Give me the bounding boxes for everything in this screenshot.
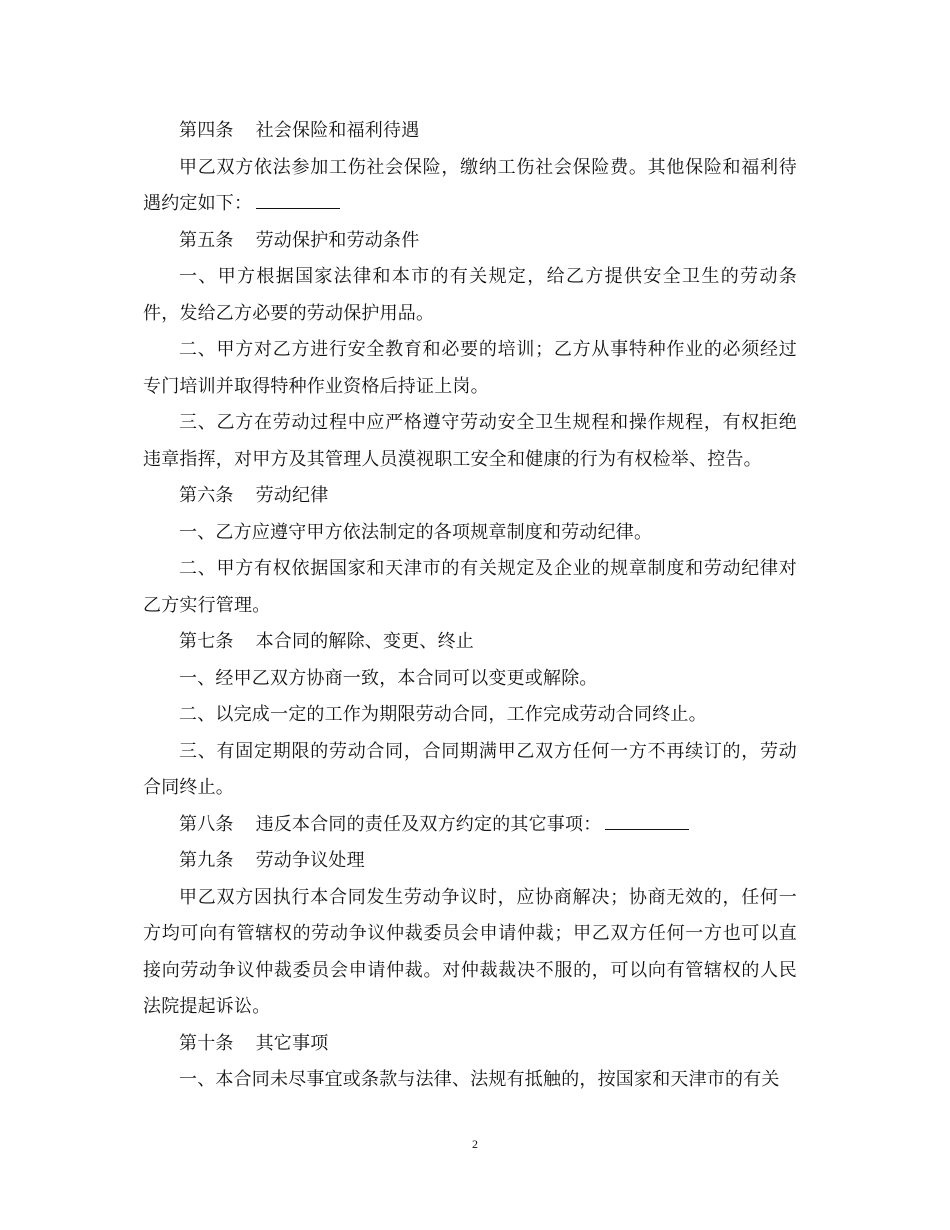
fill-in-blank (605, 828, 689, 830)
article-heading (143, 624, 797, 661)
article-title: 违反本合同的责任及双方约定的其它事项： (255, 813, 602, 835)
clause-paragraph (143, 332, 797, 405)
article-number: 第七条 (179, 631, 234, 652)
article-title: 劳动纪律 (255, 485, 329, 506)
article-title: 其它事项 (255, 1032, 329, 1054)
clause-paragraph (143, 734, 797, 807)
article-number: 第九条 (179, 850, 234, 871)
article-title: 社会保险和福利待遇 (255, 120, 420, 141)
article-heading (143, 113, 797, 150)
article-title: 劳动保护和劳动条件 (255, 229, 420, 251)
article-title: 本合同的解除、变更、终止 (255, 631, 475, 652)
article-number: 第十条 (179, 1032, 234, 1054)
fill-in-blank (256, 207, 340, 209)
clause-text: 三、乙方在劳动过程中应严格遵守劳动安全卫生规程和操作规程，有权拒绝违章指挥，对甲方及其管理人员漠视职工安全和健康的行为有权检举、控告。 (143, 412, 797, 470)
article-heading (143, 843, 797, 880)
clause-text: 甲乙双方依法参加工伤社会保险，缴纳工伤社会保险费。其他保险和福利待遇约定如下： (143, 156, 797, 214)
article-title: 劳动争议处理 (255, 850, 365, 871)
clause-paragraph (143, 661, 797, 698)
clause-paragraph (143, 515, 797, 552)
clause-text: 一、本合同未尽事宜或条款与法律、法规有抵触的，按国家和天津市的有关 (179, 1069, 780, 1090)
article-number: 第五条 (179, 229, 234, 251)
page-number: 2 (472, 1137, 478, 1151)
clause-paragraph (143, 259, 797, 332)
article-heading (143, 1026, 797, 1063)
clause-text: 二、以完成一定的工作为期限劳动合同，工作完成劳动合同终止。 (179, 704, 707, 725)
clause-text: 甲乙双方因执行本合同发生劳动争议时，应协商解决；协商无效的，任何一方均可向有管辖权的劳动争议仲裁委员会申请仲裁；甲乙双方任何一方也可以直接向劳动争议仲裁委员会申请仲裁。对仲裁裁决不服的，可以向有管辖权的人民法院提起诉讼。 (143, 886, 797, 1017)
clause-text: 一、甲方根据国家法律和本市的有关规定，给乙方提供安全卫生的劳动条件，发给乙方必要的劳动保护用品。 (143, 266, 797, 324)
article-number: 第六条 (179, 485, 234, 506)
article-number: 第四条 (179, 120, 234, 141)
article-heading (143, 223, 797, 260)
clause-paragraph (143, 405, 797, 478)
clause-text: 三、有固定期限的劳动合同，合同期满甲乙双方任何一方不再续订的，劳动合同终止。 (143, 740, 797, 798)
clause-paragraph (143, 150, 797, 223)
clause-paragraph (143, 697, 797, 734)
clause-paragraph (143, 1062, 797, 1099)
document-body (143, 113, 797, 1099)
article-heading (143, 807, 797, 844)
clause-text: 一、乙方应遵守甲方依法制定的各项规章制度和劳动纪律。 (179, 521, 653, 543)
article-heading (143, 478, 797, 515)
clause-paragraph (143, 551, 797, 624)
clause-paragraph (143, 880, 797, 1026)
clause-text: 一、经甲乙双方协商一致，本合同可以变更或解除。 (179, 667, 598, 689)
clause-text: 二、甲方对乙方进行安全教育和必要的培训；乙方从事特种作业的必须经过专门培训并取得特种作业资格后持证上岗。 (143, 339, 797, 397)
article-number: 第八条 (179, 813, 234, 835)
clause-text: 二、甲方有权依据国家和天津市的有关规定及企业的规章制度和劳动纪律对乙方实行管理。 (143, 558, 797, 616)
